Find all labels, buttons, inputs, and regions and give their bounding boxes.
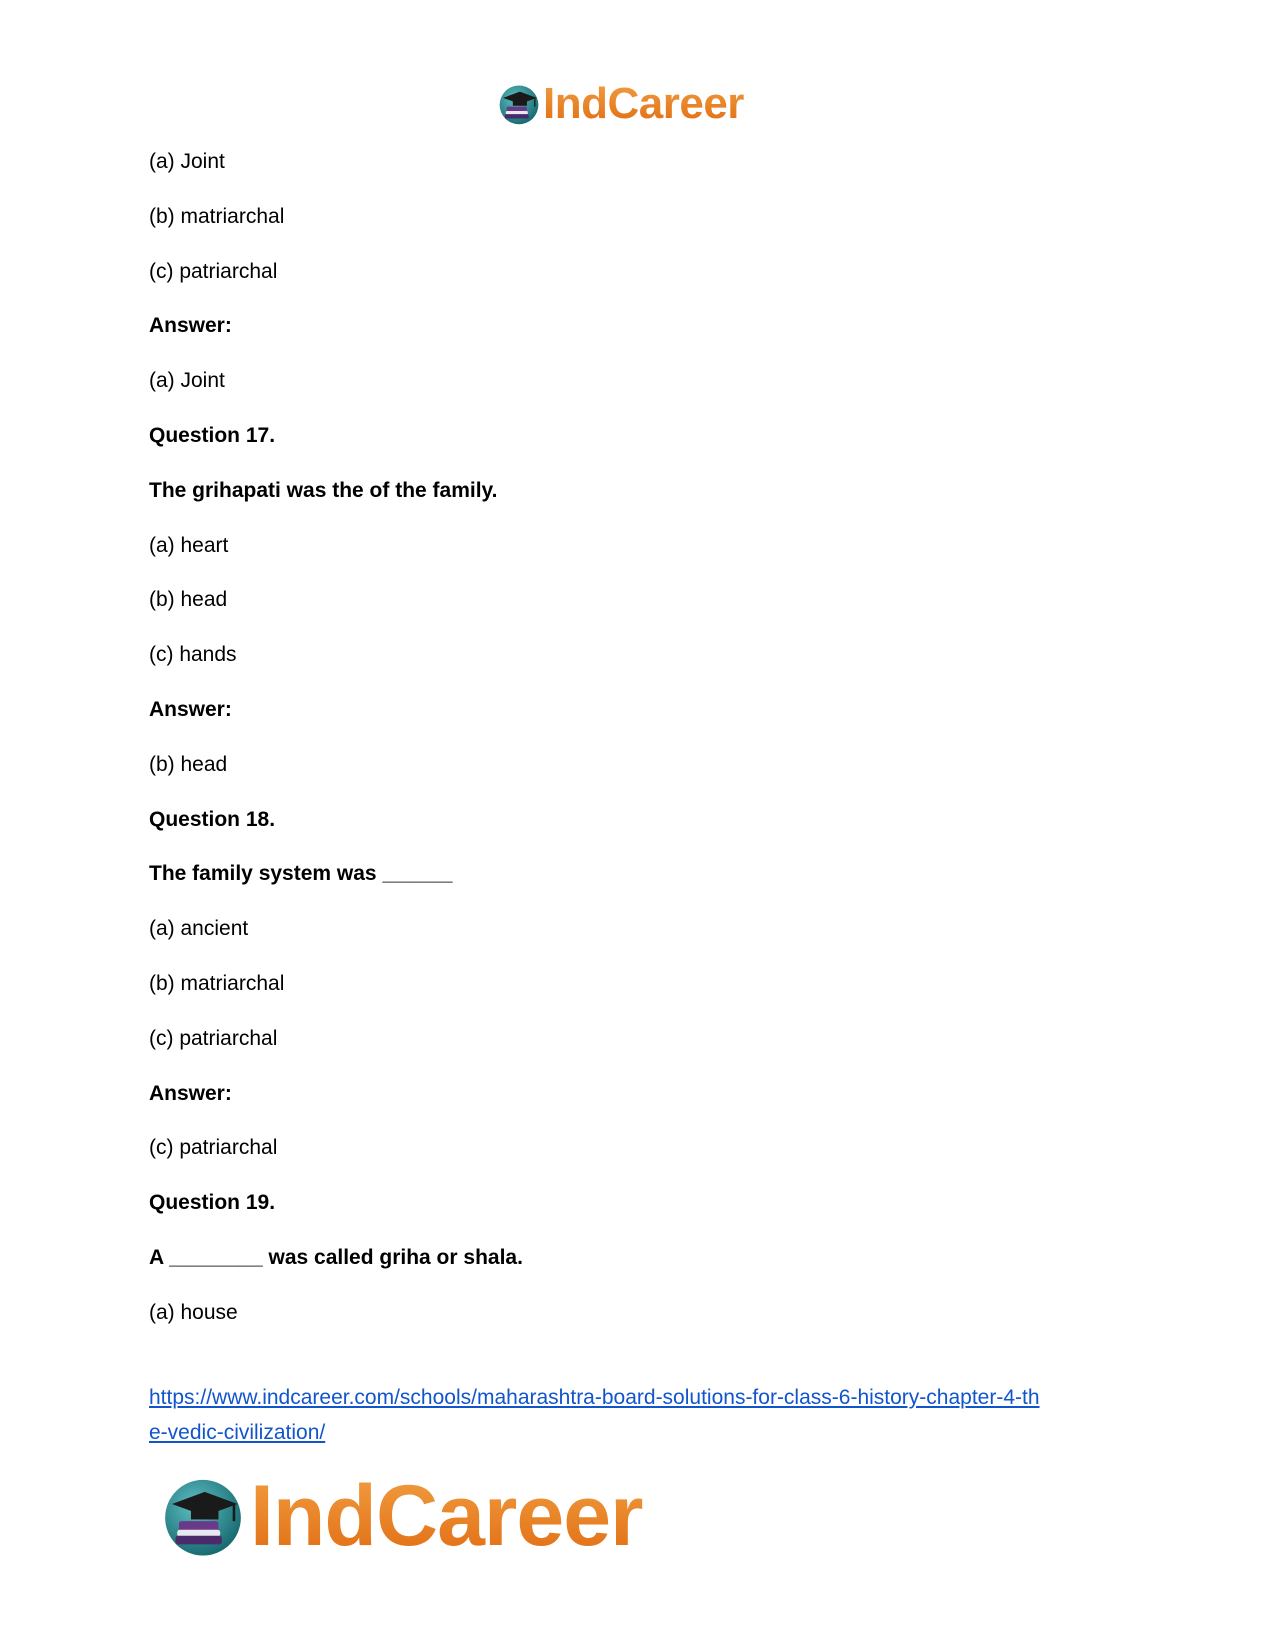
question-text: The grihapati was the of the family.	[149, 479, 498, 502]
option-item: (a) Joint	[149, 369, 225, 392]
option-item: (b) matriarchal	[149, 205, 285, 228]
option-item: (c) patriarchal	[149, 260, 278, 283]
question-text: The family system was ______	[149, 862, 453, 885]
question-text: A ________ was called griha or shala.	[149, 1246, 523, 1269]
option-item: (c) patriarchal	[149, 1136, 278, 1159]
source-link-line-1[interactable]: https://www.indcareer.com/schools/maharashtra-board-solutions-for-class-6-history-chapter-4-th	[149, 1386, 1040, 1409]
footer-logo-text: IndCareer	[250, 1467, 643, 1564]
header-logo	[497, 77, 744, 131]
answer-label: Answer:	[149, 1082, 232, 1105]
option-item: (c) patriarchal	[149, 1027, 278, 1050]
graduation-cap-books-globe-icon	[160, 1473, 246, 1559]
question-number: Question 17.	[149, 424, 276, 447]
option-item: (a) Joint	[149, 150, 225, 173]
header-logo-text: IndCareer	[543, 79, 744, 128]
option-item: (a) house	[149, 1301, 238, 1324]
option-item: (a) ancient	[149, 917, 249, 940]
option-item: (b) matriarchal	[149, 972, 285, 995]
question-number: Question 19.	[149, 1191, 276, 1214]
source-link-line-2[interactable]: e-vedic-civilization/	[149, 1421, 326, 1444]
option-item: (a) heart	[149, 534, 229, 557]
answer-label: Answer:	[149, 698, 232, 721]
option-item: (b) head	[149, 753, 228, 776]
footer-logo	[160, 1468, 643, 1564]
question-number: Question 18.	[149, 808, 276, 831]
answer-label: Answer:	[149, 314, 232, 337]
graduation-cap-books-globe-icon	[497, 82, 541, 126]
option-item: (b) head	[149, 588, 228, 611]
option-item: (c) hands	[149, 643, 237, 666]
